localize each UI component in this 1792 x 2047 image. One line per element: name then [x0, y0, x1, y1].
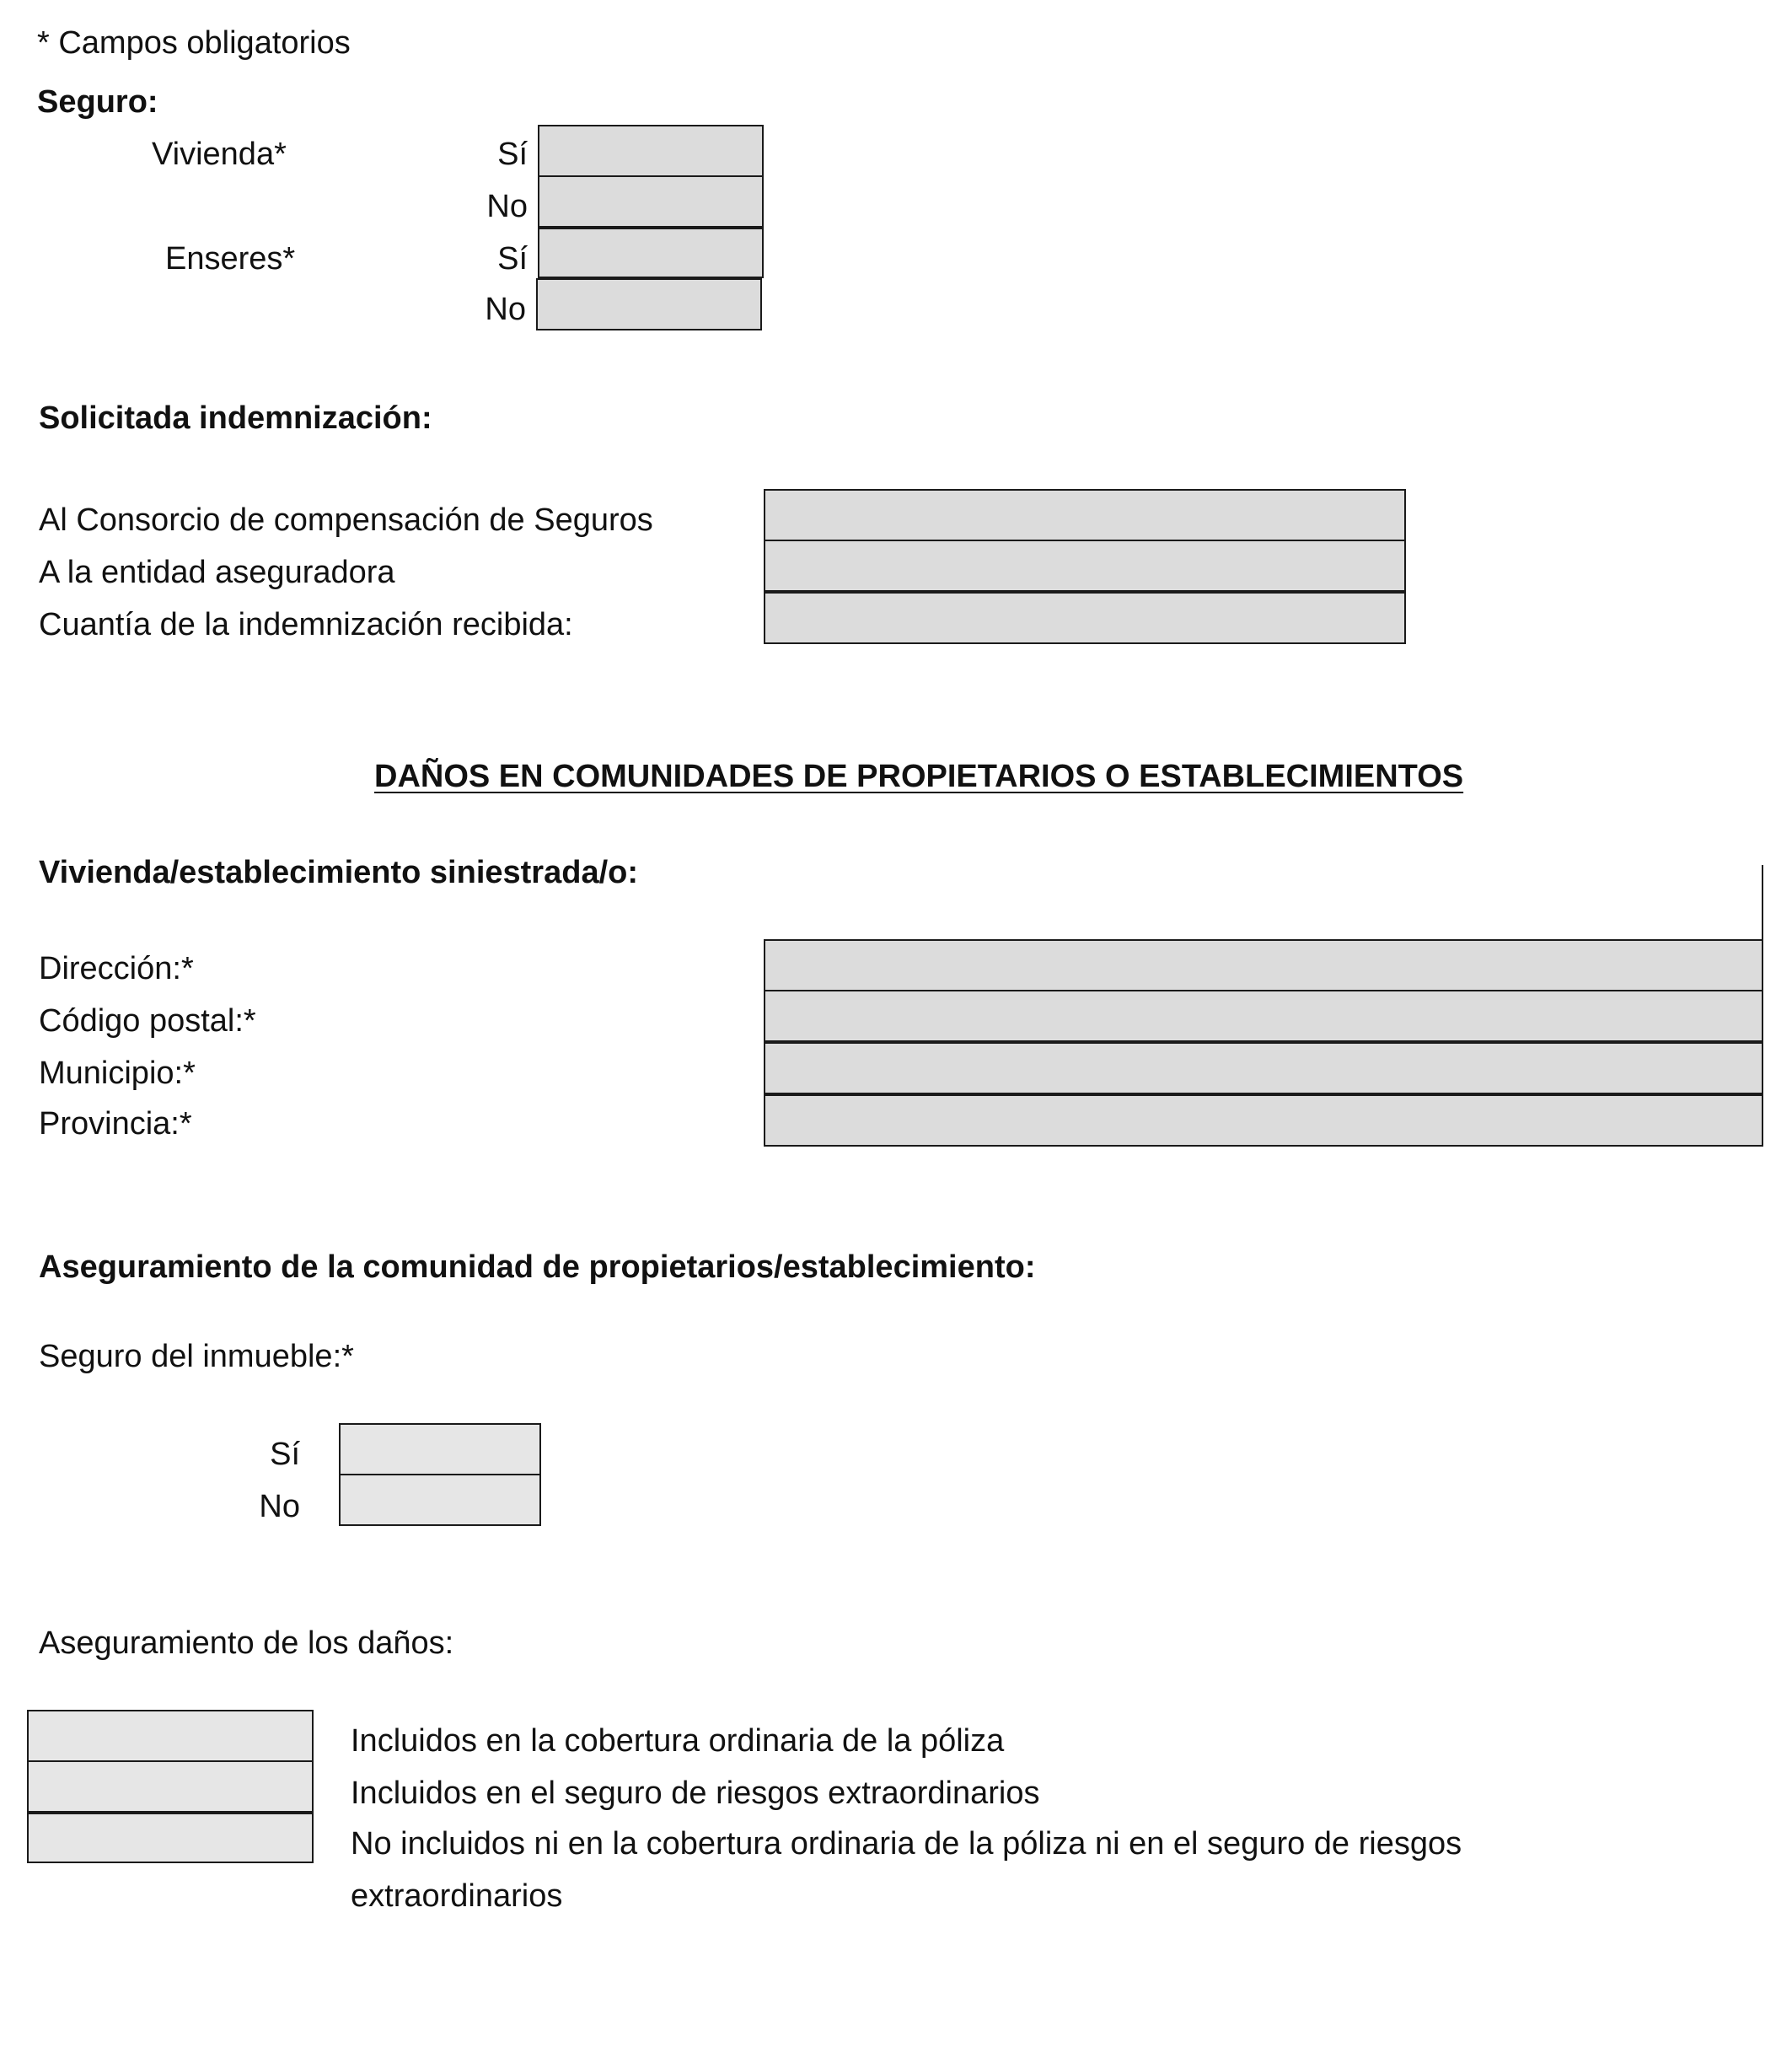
inmueble-si-label: Sí	[270, 1437, 300, 1472]
enseres-label: Enseres*	[165, 241, 296, 277]
enseres-no-checkbox[interactable]	[536, 278, 762, 330]
comunidades-title: DAÑOS EN COMUNIDADES DE PROPIETARIOS O ESTABLECIMIENTOS	[374, 759, 1464, 794]
seguro-inmueble-label: Seguro del inmueble:*	[39, 1339, 354, 1374]
aseguramiento-heading: Aseguramiento de la comunidad de propietarios/establecimiento:	[39, 1249, 1036, 1285]
seguro-heading: Seguro:	[37, 84, 158, 120]
enseres-no-label: No	[485, 292, 526, 327]
codigo-postal-label: Código postal:*	[39, 1003, 256, 1039]
enseres-si-label: Sí	[497, 241, 528, 277]
vivienda-si-checkbox[interactable]	[538, 125, 764, 177]
inmueble-si-checkbox[interactable]	[339, 1423, 541, 1475]
entidad-aseguradora-label: A la entidad aseguradora	[39, 555, 395, 590]
consorcio-label: Al Consorcio de compensación de Seguros	[39, 502, 653, 538]
vivienda-no-label: No	[486, 189, 528, 224]
municipio-field[interactable]	[764, 1042, 1763, 1094]
no-incluidos-label: No incluidos ni en la cobertura ordinaria de la póliza ni en el seguro de riesgos	[351, 1826, 1462, 1862]
enseres-si-checkbox[interactable]	[538, 228, 764, 278]
cobertura-ordinaria-checkbox[interactable]	[27, 1710, 314, 1762]
cuantia-field[interactable]	[764, 592, 1406, 644]
no-incluidos-label-cont: extraordinarios	[351, 1878, 563, 1914]
cobertura-ordinaria-label: Incluidos en la cobertura ordinaria de la póliza	[351, 1723, 1005, 1759]
direccion-label: Dirección:*	[39, 951, 194, 986]
municipio-label: Municipio:*	[39, 1056, 196, 1091]
provincia-field[interactable]	[764, 1094, 1763, 1147]
vivienda-no-checkbox[interactable]	[538, 175, 764, 228]
riesgos-extraordinarios-checkbox[interactable]	[27, 1760, 314, 1813]
direccion-field[interactable]	[764, 939, 1763, 991]
no-incluidos-checkbox[interactable]	[27, 1813, 314, 1863]
entidad-aseguradora-field[interactable]	[764, 540, 1406, 592]
vivienda-siniestrada-heading: Vivienda/establecimiento siniestrada/o:	[39, 855, 638, 890]
consorcio-field[interactable]	[764, 489, 1406, 541]
provincia-label: Provincia:*	[39, 1106, 192, 1142]
cuantia-label: Cuantía de la indemnización recibida:	[39, 607, 573, 642]
vivienda-si-label: Sí	[497, 137, 528, 172]
inmueble-no-checkbox[interactable]	[339, 1474, 541, 1526]
required-fields-note: * Campos obligatorios	[37, 25, 351, 61]
vivienda-label: Vivienda*	[152, 137, 287, 172]
inmueble-no-label: No	[259, 1489, 300, 1524]
aseguramiento-danos-heading: Aseguramiento de los daños:	[39, 1625, 454, 1661]
indemnizacion-heading: Solicitada indemnización:	[39, 400, 432, 436]
riesgos-extraordinarios-label: Incluidos en el seguro de riesgos extraordinarios	[351, 1776, 1040, 1811]
codigo-postal-field[interactable]	[764, 990, 1763, 1042]
